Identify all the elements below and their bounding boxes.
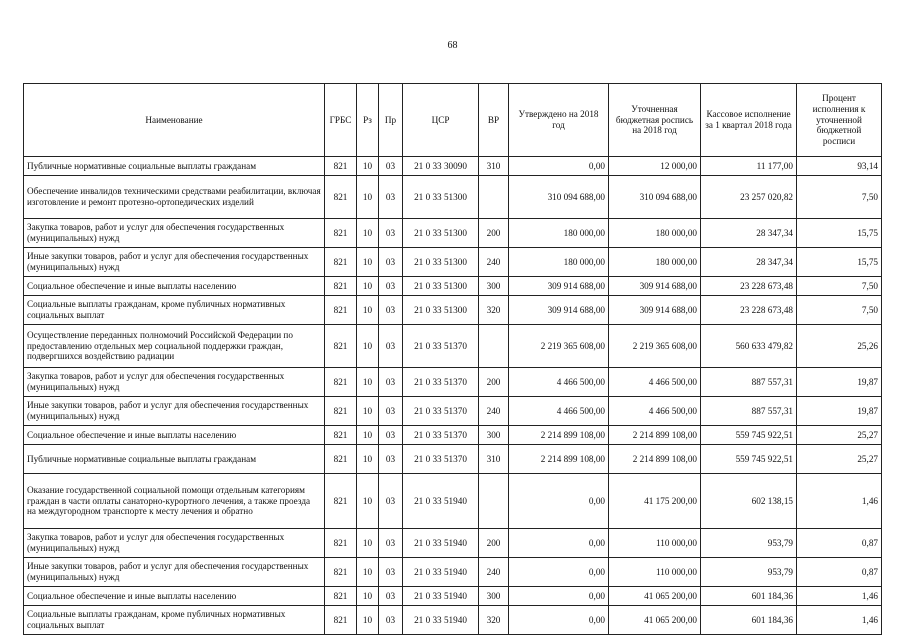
- cell-name: Осуществление переданных полномочий Российской Федерации по предоставлению отдельных мер социальной поддержки граждан, подвергшихся воздействию радиации: [24, 325, 325, 368]
- col-header-refined: Уточненная бюджетная роспись на 2018 год: [609, 84, 701, 157]
- cell-name: Закупка товаров, работ и услуг для обеспечения государственных (муниципальных) нужд: [24, 368, 325, 397]
- table-row: [24, 397, 882, 426]
- cell-name: Обеспечение инвалидов техническими средствами реабилитации, включая изготовление и ремонт протезно-ортопедических изделий: [24, 176, 325, 219]
- cell-pr: 03: [379, 248, 403, 277]
- cell-refined: 2 214 899 108,00: [609, 426, 701, 445]
- cell-grbs: 821: [325, 157, 357, 176]
- col-header-grbs: ГРБС: [325, 84, 357, 157]
- cell-percent: 1,46: [797, 587, 882, 606]
- cell-cash: 23 257 020,82: [701, 176, 797, 219]
- cell-pr: 03: [379, 529, 403, 558]
- cell-approved: 309 914 688,00: [509, 296, 609, 325]
- cell-rz: 10: [357, 397, 379, 426]
- cell-csr: 21 0 33 51940: [403, 606, 479, 635]
- cell-percent: 25,26: [797, 325, 882, 368]
- table-row: [24, 606, 882, 635]
- cell-refined: 180 000,00: [609, 248, 701, 277]
- cell-csr: 21 0 33 51300: [403, 277, 479, 296]
- table-row: [24, 296, 882, 325]
- cell-approved: 0,00: [509, 558, 609, 587]
- cell-cash: 601 184,36: [701, 587, 797, 606]
- cell-approved: 0,00: [509, 474, 609, 529]
- cell-grbs: 821: [325, 426, 357, 445]
- cell-refined: 180 000,00: [609, 219, 701, 248]
- cell-refined: 2 214 899 108,00: [609, 445, 701, 474]
- cell-vr: 240: [479, 248, 509, 277]
- cell-pr: 03: [379, 587, 403, 606]
- cell-grbs: 821: [325, 296, 357, 325]
- table-row: [24, 176, 882, 219]
- cell-name: Закупка товаров, работ и услуг для обеспечения государственных (муниципальных) нужд: [24, 219, 325, 248]
- cell-approved: 180 000,00: [509, 248, 609, 277]
- cell-percent: 93,14: [797, 157, 882, 176]
- cell-refined: 310 094 688,00: [609, 176, 701, 219]
- cell-name: Социальное обеспечение и иные выплаты населению: [24, 277, 325, 296]
- cell-percent: 1,46: [797, 474, 882, 529]
- page-number: 68: [447, 40, 458, 51]
- cell-approved: 0,00: [509, 606, 609, 635]
- cell-pr: 03: [379, 606, 403, 635]
- cell-csr: 21 0 33 51940: [403, 558, 479, 587]
- cell-grbs: 821: [325, 558, 357, 587]
- cell-vr: 240: [479, 397, 509, 426]
- cell-approved: 4 466 500,00: [509, 397, 609, 426]
- cell-rz: 10: [357, 426, 379, 445]
- cell-approved: 2 214 899 108,00: [509, 445, 609, 474]
- cell-refined: 110 000,00: [609, 558, 701, 587]
- cell-approved: 4 466 500,00: [509, 368, 609, 397]
- cell-grbs: 821: [325, 445, 357, 474]
- cell-grbs: 821: [325, 606, 357, 635]
- cell-cash: 23 228 673,48: [701, 277, 797, 296]
- cell-approved: 0,00: [509, 529, 609, 558]
- cell-percent: 7,50: [797, 277, 882, 296]
- cell-approved: 0,00: [509, 157, 609, 176]
- cell-vr: 300: [479, 587, 509, 606]
- col-header-vr: ВР: [479, 84, 509, 157]
- cell-vr: 200: [479, 529, 509, 558]
- cell-cash: 560 633 479,82: [701, 325, 797, 368]
- cell-cash: 953,79: [701, 529, 797, 558]
- cell-cash: 559 745 922,51: [701, 445, 797, 474]
- cell-csr: 21 0 33 51370: [403, 368, 479, 397]
- cell-rz: 10: [357, 219, 379, 248]
- cell-grbs: 821: [325, 248, 357, 277]
- cell-refined: 4 466 500,00: [609, 397, 701, 426]
- cell-vr: [479, 474, 509, 529]
- table-row: [24, 277, 882, 296]
- cell-name: Социальное обеспечение и иные выплаты населению: [24, 426, 325, 445]
- cell-approved: 2 214 899 108,00: [509, 426, 609, 445]
- cell-csr: 21 0 33 51370: [403, 397, 479, 426]
- cell-rz: 10: [357, 606, 379, 635]
- cell-refined: 41 065 200,00: [609, 606, 701, 635]
- cell-percent: 25,27: [797, 445, 882, 474]
- col-header-percent: Процент исполнения к уточненной бюджетной росписи: [797, 84, 882, 157]
- cell-approved: 180 000,00: [509, 219, 609, 248]
- cell-approved: 2 219 365 608,00: [509, 325, 609, 368]
- table-row: [24, 558, 882, 587]
- col-header-pr: Пр: [379, 84, 403, 157]
- cell-csr: 21 0 33 51940: [403, 587, 479, 606]
- cell-csr: 21 0 33 51940: [403, 529, 479, 558]
- cell-rz: 10: [357, 558, 379, 587]
- cell-name: Закупка товаров, работ и услуг для обеспечения государственных (муниципальных) нужд: [24, 529, 325, 558]
- cell-rz: 10: [357, 176, 379, 219]
- table-row: [24, 157, 882, 176]
- cell-refined: 4 466 500,00: [609, 368, 701, 397]
- col-header-csr: ЦСР: [403, 84, 479, 157]
- col-header-name: Наименование: [24, 84, 325, 157]
- cell-grbs: 821: [325, 219, 357, 248]
- cell-percent: 0,87: [797, 529, 882, 558]
- cell-pr: 03: [379, 397, 403, 426]
- cell-cash: 28 347,34: [701, 219, 797, 248]
- cell-vr: 200: [479, 368, 509, 397]
- cell-pr: 03: [379, 176, 403, 219]
- cell-pr: 03: [379, 445, 403, 474]
- cell-refined: 41 065 200,00: [609, 587, 701, 606]
- cell-refined: 309 914 688,00: [609, 296, 701, 325]
- table-row: [24, 529, 882, 558]
- cell-grbs: 821: [325, 277, 357, 296]
- table-row: [24, 426, 882, 445]
- cell-csr: 21 0 33 30090: [403, 157, 479, 176]
- cell-grbs: 821: [325, 529, 357, 558]
- table-row: [24, 219, 882, 248]
- cell-csr: 21 0 33 51370: [403, 325, 479, 368]
- cell-percent: 25,27: [797, 426, 882, 445]
- cell-csr: 21 0 33 51370: [403, 445, 479, 474]
- table-row: [24, 325, 882, 368]
- cell-percent: 7,50: [797, 176, 882, 219]
- table-header-row: [24, 84, 882, 157]
- cell-rz: 10: [357, 368, 379, 397]
- cell-refined: 12 000,00: [609, 157, 701, 176]
- cell-rz: 10: [357, 474, 379, 529]
- cell-percent: 0,87: [797, 558, 882, 587]
- col-header-rz: Рз: [357, 84, 379, 157]
- cell-pr: 03: [379, 558, 403, 587]
- cell-approved: 310 094 688,00: [509, 176, 609, 219]
- cell-csr: 21 0 33 51300: [403, 248, 479, 277]
- cell-vr: 320: [479, 296, 509, 325]
- cell-rz: 10: [357, 157, 379, 176]
- cell-grbs: 821: [325, 397, 357, 426]
- cell-pr: 03: [379, 296, 403, 325]
- cell-name: Социальные выплаты гражданам, кроме публичных нормативных социальных выплат: [24, 296, 325, 325]
- cell-grbs: 821: [325, 474, 357, 529]
- cell-vr: [479, 176, 509, 219]
- cell-pr: 03: [379, 277, 403, 296]
- cell-vr: 200: [479, 219, 509, 248]
- table-row: [24, 248, 882, 277]
- cell-pr: 03: [379, 325, 403, 368]
- table-row: [24, 587, 882, 606]
- cell-percent: 19,87: [797, 368, 882, 397]
- cell-cash: 887 557,31: [701, 368, 797, 397]
- cell-vr: 320: [479, 606, 509, 635]
- cell-vr: 300: [479, 277, 509, 296]
- cell-rz: 10: [357, 248, 379, 277]
- cell-rz: 10: [357, 325, 379, 368]
- cell-cash: 23 228 673,48: [701, 296, 797, 325]
- cell-approved: 0,00: [509, 587, 609, 606]
- cell-name: Иные закупки товаров, работ и услуг для обеспечения государственных (муниципальных) нужд: [24, 248, 325, 277]
- table-row: [24, 474, 882, 529]
- cell-rz: 10: [357, 445, 379, 474]
- cell-name: Оказание государственной социальной помощи отдельным категориям граждан в части оплаты санаторно-курортного лечения, а также проезда на междугородном транспорте к месту лечения и обратно: [24, 474, 325, 529]
- cell-pr: 03: [379, 157, 403, 176]
- cell-vr: [479, 325, 509, 368]
- cell-rz: 10: [357, 296, 379, 325]
- table-row: [24, 445, 882, 474]
- cell-csr: 21 0 33 51940: [403, 474, 479, 529]
- cell-rz: 10: [357, 587, 379, 606]
- cell-name: Иные закупки товаров, работ и услуг для обеспечения государственных (муниципальных) нужд: [24, 397, 325, 426]
- table-row: [24, 368, 882, 397]
- cell-csr: 21 0 33 51370: [403, 426, 479, 445]
- cell-percent: 15,75: [797, 248, 882, 277]
- cell-pr: 03: [379, 426, 403, 445]
- cell-name: Социальное обеспечение и иные выплаты населению: [24, 587, 325, 606]
- cell-grbs: 821: [325, 176, 357, 219]
- cell-refined: 41 175 200,00: [609, 474, 701, 529]
- cell-cash: 602 138,15: [701, 474, 797, 529]
- cell-pr: 03: [379, 219, 403, 248]
- cell-percent: 7,50: [797, 296, 882, 325]
- cell-percent: 19,87: [797, 397, 882, 426]
- cell-vr: 310: [479, 157, 509, 176]
- cell-percent: 15,75: [797, 219, 882, 248]
- cell-cash: 953,79: [701, 558, 797, 587]
- cell-name: Публичные нормативные социальные выплаты гражданам: [24, 157, 325, 176]
- cell-refined: 110 000,00: [609, 529, 701, 558]
- cell-vr: 310: [479, 445, 509, 474]
- cell-pr: 03: [379, 368, 403, 397]
- cell-pr: 03: [379, 474, 403, 529]
- cell-grbs: 821: [325, 587, 357, 606]
- cell-csr: 21 0 33 51300: [403, 219, 479, 248]
- cell-refined: 2 219 365 608,00: [609, 325, 701, 368]
- cell-rz: 10: [357, 277, 379, 296]
- budget-execution-table: [23, 83, 882, 635]
- cell-cash: 887 557,31: [701, 397, 797, 426]
- cell-cash: 11 177,00: [701, 157, 797, 176]
- cell-cash: 601 184,36: [701, 606, 797, 635]
- col-header-approved: Утверждено на 2018 год: [509, 84, 609, 157]
- cell-vr: 240: [479, 558, 509, 587]
- cell-vr: 300: [479, 426, 509, 445]
- cell-grbs: 821: [325, 325, 357, 368]
- cell-approved: 309 914 688,00: [509, 277, 609, 296]
- cell-refined: 309 914 688,00: [609, 277, 701, 296]
- cell-csr: 21 0 33 51300: [403, 296, 479, 325]
- cell-name: Публичные нормативные социальные выплаты гражданам: [24, 445, 325, 474]
- cell-rz: 10: [357, 529, 379, 558]
- col-header-cash: Кассовое исполнение за 1 квартал 2018 года: [701, 84, 797, 157]
- cell-name: Иные закупки товаров, работ и услуг для обеспечения государственных (муниципальных) нужд: [24, 558, 325, 587]
- cell-cash: 28 347,34: [701, 248, 797, 277]
- cell-csr: 21 0 33 51300: [403, 176, 479, 219]
- cell-cash: 559 745 922,51: [701, 426, 797, 445]
- table-body: [24, 157, 882, 635]
- cell-name: Социальные выплаты гражданам, кроме публичных нормативных социальных выплат: [24, 606, 325, 635]
- cell-percent: 1,46: [797, 606, 882, 635]
- cell-grbs: 821: [325, 368, 357, 397]
